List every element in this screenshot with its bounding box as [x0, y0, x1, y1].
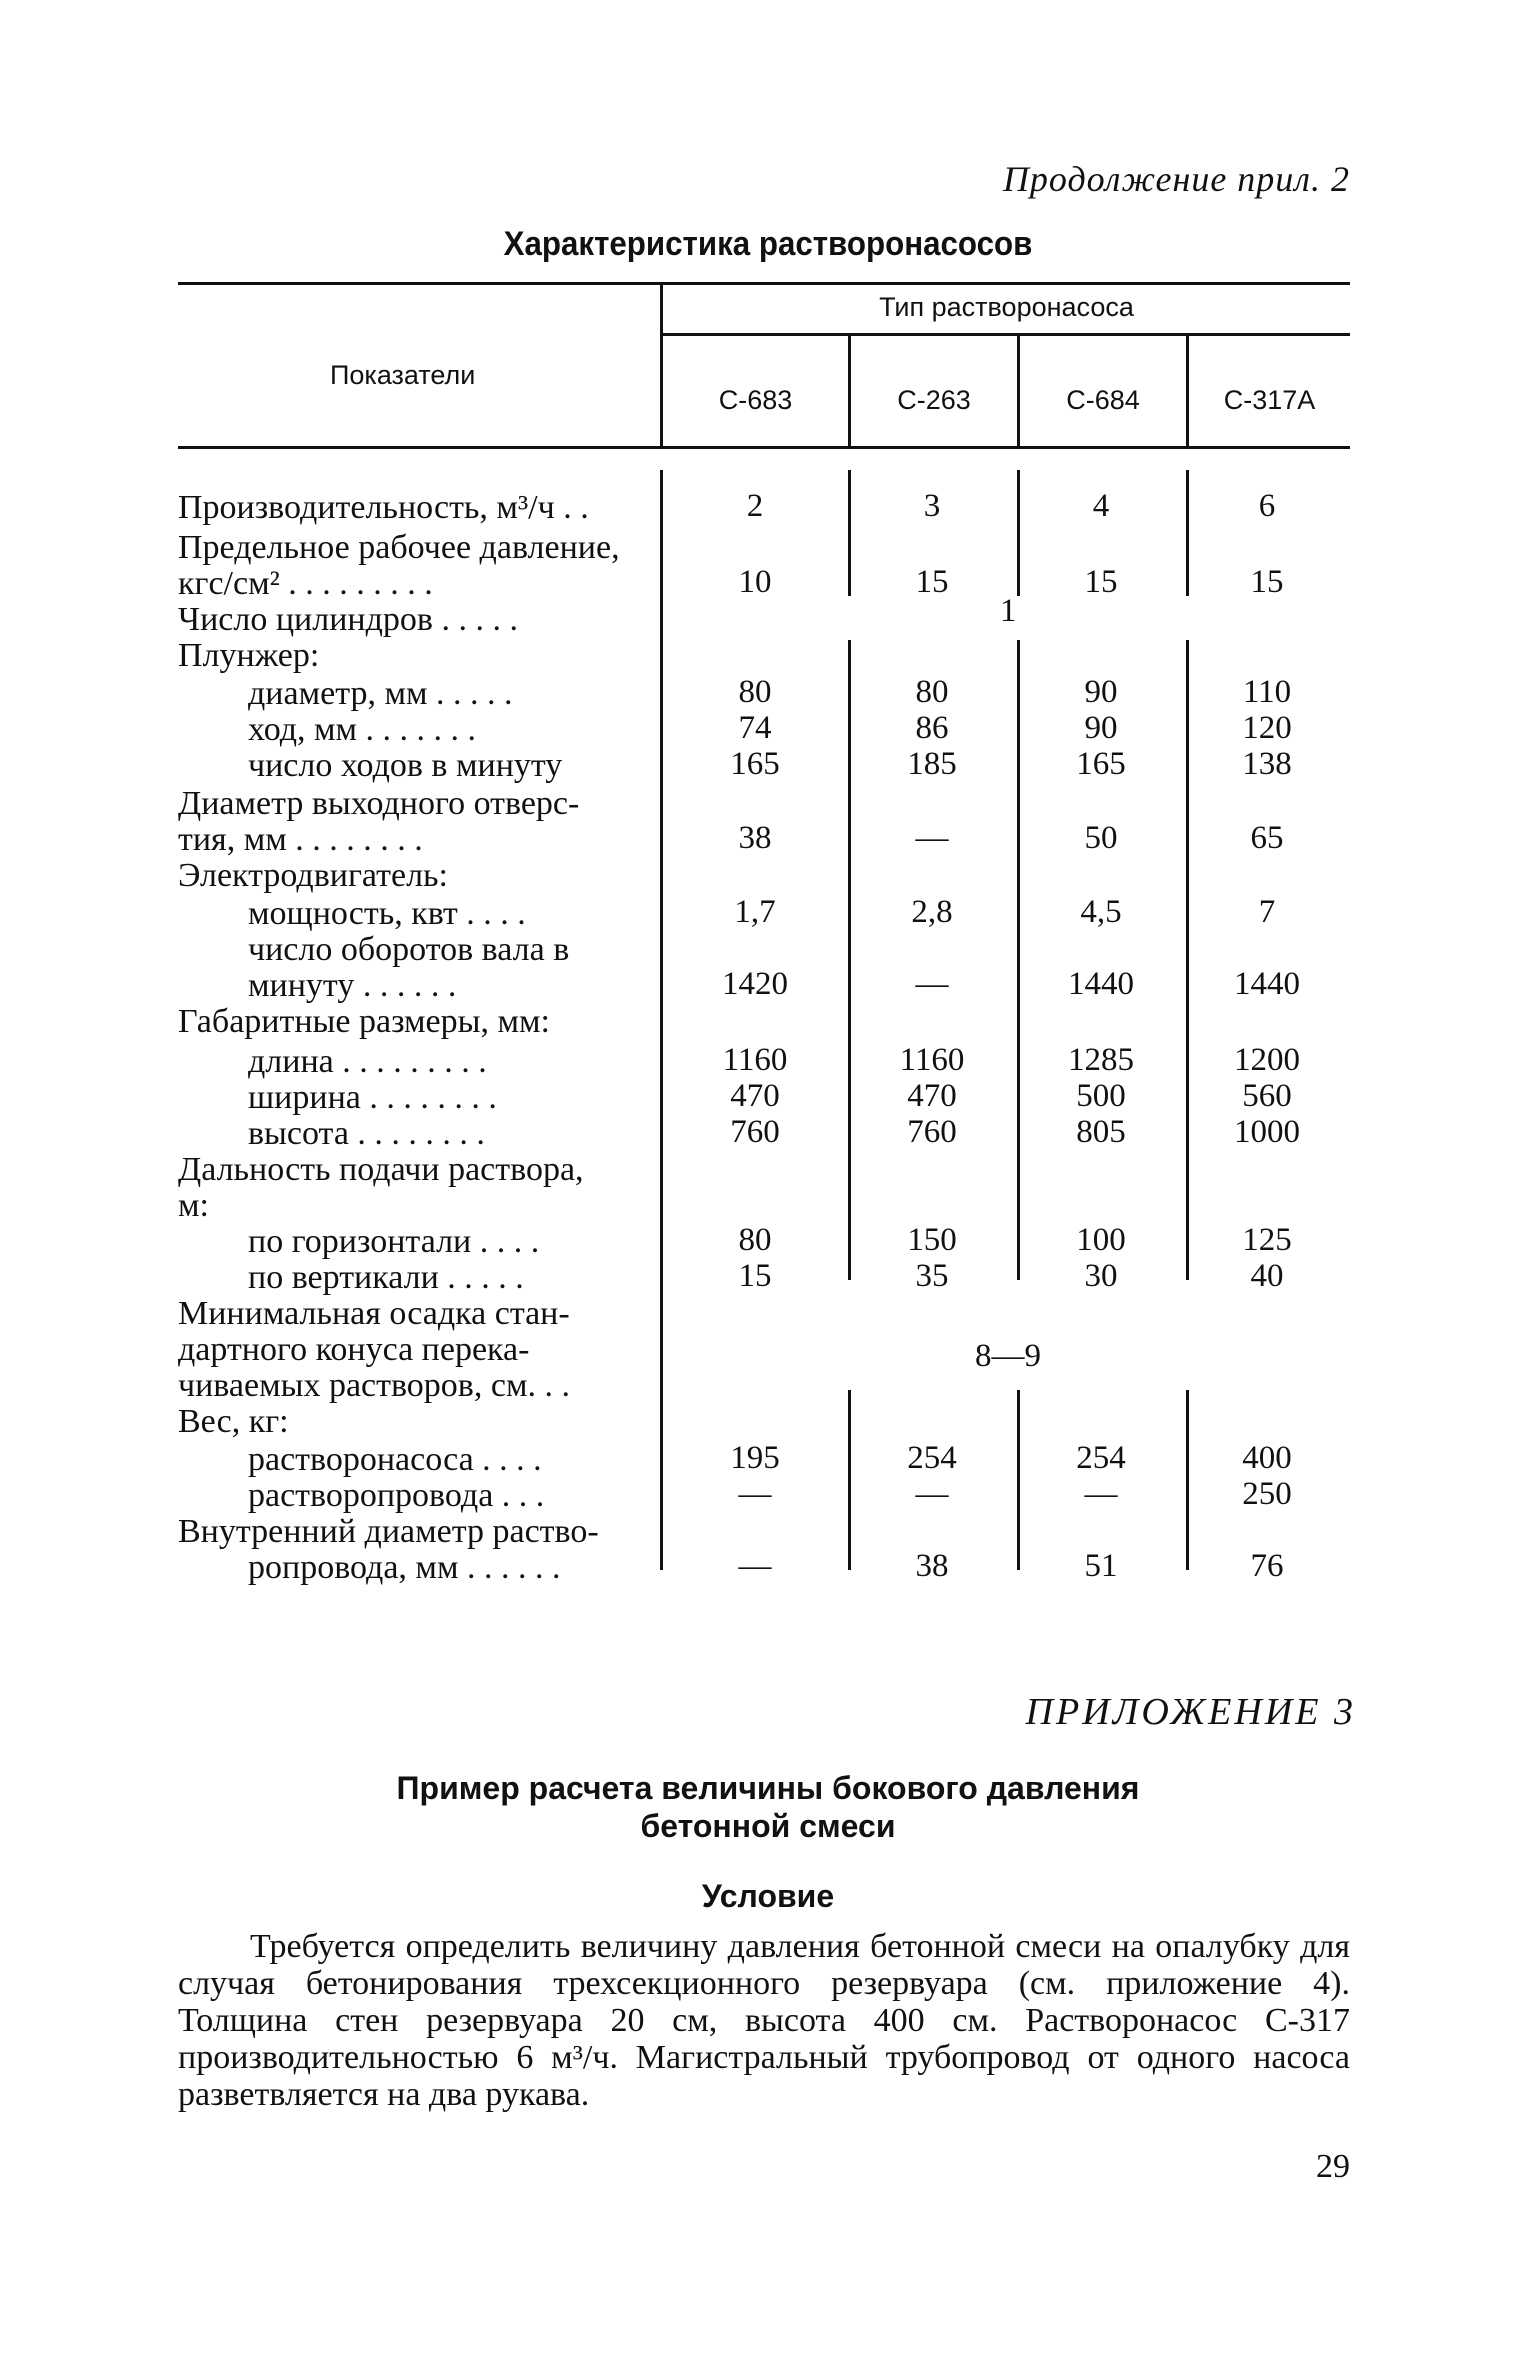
row-label: Число цилиндров . . . . . — [178, 601, 518, 638]
table-cell: 50 — [1084, 820, 1118, 856]
body-divider — [848, 1390, 851, 1570]
row-label: диаметр, мм . . . . . — [248, 675, 513, 712]
table-cell: 80 — [738, 1222, 772, 1258]
table-cell: 15 — [915, 564, 949, 600]
table-cell: 400 — [1242, 1440, 1292, 1476]
table-cell: 7 — [1258, 894, 1276, 930]
row-label: ропровода, мм . . . . . . — [248, 1549, 561, 1586]
span-value-cylinders: 1 — [1000, 593, 1017, 629]
row-label: минуту . . . . . . — [248, 967, 457, 1004]
table-cell: 110 — [1242, 674, 1292, 710]
table-cell: 470 — [730, 1078, 780, 1114]
row-label: м: — [178, 1187, 209, 1224]
row-label: по горизонтали . . . . — [248, 1223, 540, 1260]
column-header-indicators: Показатели — [330, 360, 476, 390]
table-cell: 1440 — [1234, 966, 1300, 1002]
appendix-subtitle: Условие — [701, 1878, 835, 1914]
table-cell: 76 — [1250, 1548, 1284, 1584]
table-cell: 125 — [1242, 1222, 1292, 1258]
appendix-paragraph: Требуется определить величину давления бетонной смеси на опалубку для случая бетонирования трехсекционного резервуара (см. приложение 4). Толщина стен резервуара 20 см, высота 400 см. Растворонасос С-317 производительностью 6 м³/ч. Магистральный трубопровод от одного насоса разветвляется на два рукава. — [178, 1928, 1350, 2113]
table-cell: 90 — [1084, 674, 1118, 710]
column-group-header: Тип растворонасоса — [879, 292, 1134, 322]
type-header: С-263 — [897, 385, 971, 415]
table-cell: 470 — [907, 1078, 957, 1114]
continuation-label: Продолжение прил. 2 — [1002, 159, 1350, 199]
table-cell: 90 — [1084, 710, 1118, 746]
table-cell: 2,8 — [911, 894, 953, 930]
row-label: мощность, квт . . . . — [248, 895, 526, 932]
table-cell: — — [915, 1476, 949, 1512]
table-cell: 195 — [730, 1440, 780, 1476]
type-header: С-317А — [1223, 385, 1316, 415]
row-label: ход, мм . . . . . . . — [248, 711, 477, 748]
body-divider — [1186, 470, 1189, 596]
row-label: Внутренний диаметр раство- — [178, 1513, 599, 1550]
row-label: длина . . . . . . . . . — [248, 1043, 487, 1080]
table-cell: — — [915, 820, 949, 856]
row-label: Габаритные размеры, мм: — [178, 1003, 550, 1040]
table-cell: 250 — [1242, 1476, 1292, 1512]
row-label: Диаметр выходного отверс- — [178, 785, 580, 822]
row-label: Электродвигатель: — [178, 857, 448, 894]
table-cell: 1160 — [899, 1042, 965, 1078]
table-cell: 10 — [738, 564, 772, 600]
type-header: С-684 — [1066, 385, 1140, 415]
table-cell: — — [915, 966, 949, 1002]
table-cell: 38 — [915, 1548, 949, 1584]
row-label: чиваемых растворов, см. . . — [178, 1367, 570, 1404]
table-cell: 120 — [1242, 710, 1292, 746]
table-top-rule — [178, 282, 1350, 285]
row-label: число ходов в минуту — [248, 747, 563, 784]
row-label: по вертикали . . . . . — [248, 1259, 524, 1296]
table-cell: 760 — [730, 1114, 780, 1150]
table-cell: 1440 — [1068, 966, 1134, 1002]
row-label: Производительность, м³/ч . . — [178, 489, 589, 526]
appendix-title-line1: Пример расчета величины бокового давления — [396, 1770, 1140, 1806]
table-cell: — — [1084, 1476, 1118, 1512]
table-cell: 1000 — [1234, 1114, 1300, 1150]
appendix-label: ПРИЛОЖЕНИЕ 3 — [1025, 1691, 1356, 1733]
span-value-slump: 8—9 — [975, 1338, 1041, 1374]
table-cell: 165 — [1076, 746, 1126, 782]
page-number: 29 — [1316, 2148, 1350, 2185]
table-cell: 86 — [915, 710, 949, 746]
row-label: ширина . . . . . . . . — [248, 1079, 497, 1116]
table-cell: 74 — [738, 710, 772, 746]
body-divider — [1017, 470, 1020, 596]
table-cell: 35 — [915, 1258, 949, 1294]
row-label: Дальность подачи раствора, — [178, 1151, 584, 1188]
row-label: кгс/см² . . . . . . . . . — [178, 565, 433, 602]
table-cell: — — [738, 1548, 772, 1584]
row-label: тия, мм . . . . . . . . — [178, 821, 423, 858]
table-cell: 1160 — [722, 1042, 788, 1078]
body-divider — [1017, 640, 1020, 1280]
type-header: С-683 — [718, 385, 793, 415]
table-cell: 500 — [1076, 1078, 1126, 1114]
table-cell: 1,7 — [734, 894, 776, 930]
table-cell: 51 — [1084, 1548, 1118, 1584]
group-header-rule — [663, 333, 1350, 336]
table-cell: 254 — [1076, 1440, 1126, 1476]
body-divider — [848, 470, 851, 596]
table-cell: 254 — [907, 1440, 957, 1476]
body-divider — [1186, 1390, 1189, 1570]
row-label: высота . . . . . . . . — [248, 1115, 485, 1152]
table-cell: 1420 — [722, 966, 788, 1002]
table-cell: 3 — [923, 488, 941, 524]
table-cell: 4,5 — [1080, 894, 1122, 930]
table-cell: 4 — [1092, 488, 1110, 524]
table-cell: 1200 — [1234, 1042, 1300, 1078]
table-cell: 30 — [1084, 1258, 1118, 1294]
table-cell: 165 — [730, 746, 780, 782]
body-divider — [660, 470, 663, 1570]
body-divider — [1186, 640, 1189, 1280]
table-cell: 138 — [1242, 746, 1292, 782]
appendix-title-line2: бетонной смеси — [640, 1808, 896, 1844]
table-cell: 40 — [1250, 1258, 1284, 1294]
row-label: растворонасоса . . . . — [248, 1441, 542, 1478]
table-cell: 805 — [1076, 1114, 1126, 1150]
table-cell: 15 — [738, 1258, 772, 1294]
row-label: Предельное рабочее давление, — [178, 529, 620, 566]
table-cell: 38 — [738, 820, 772, 856]
body-divider — [1017, 1390, 1020, 1570]
table-cell: 15 — [1250, 564, 1284, 600]
table-cell: 185 — [907, 746, 957, 782]
table-cell: — — [738, 1476, 772, 1512]
row-label: Минимальная осадка стан- — [178, 1295, 570, 1332]
row-label: число оборотов вала в — [248, 931, 570, 968]
table-cell: 1285 — [1068, 1042, 1134, 1078]
row-label: растворопровода . . . — [248, 1477, 545, 1514]
table-cell: 560 — [1242, 1078, 1292, 1114]
table-cell: 15 — [1084, 564, 1118, 600]
body-divider — [848, 640, 851, 1280]
table-title: Характеристика растворонасосов — [503, 225, 1033, 263]
table-cell: 65 — [1250, 820, 1284, 856]
table-cell: 6 — [1258, 488, 1276, 524]
table-cell: 100 — [1076, 1222, 1126, 1258]
row-label: Вес, кг: — [178, 1403, 289, 1440]
table-cell: 2 — [746, 488, 764, 524]
table-cell: 760 — [907, 1114, 957, 1150]
header-bottom-rule — [178, 446, 1350, 449]
table-cell: 80 — [738, 674, 772, 710]
table-cell: 80 — [915, 674, 949, 710]
table-cell: 150 — [907, 1222, 957, 1258]
row-label: дартного конуса перека- — [178, 1331, 530, 1368]
row-label: Плунжер: — [178, 637, 320, 674]
